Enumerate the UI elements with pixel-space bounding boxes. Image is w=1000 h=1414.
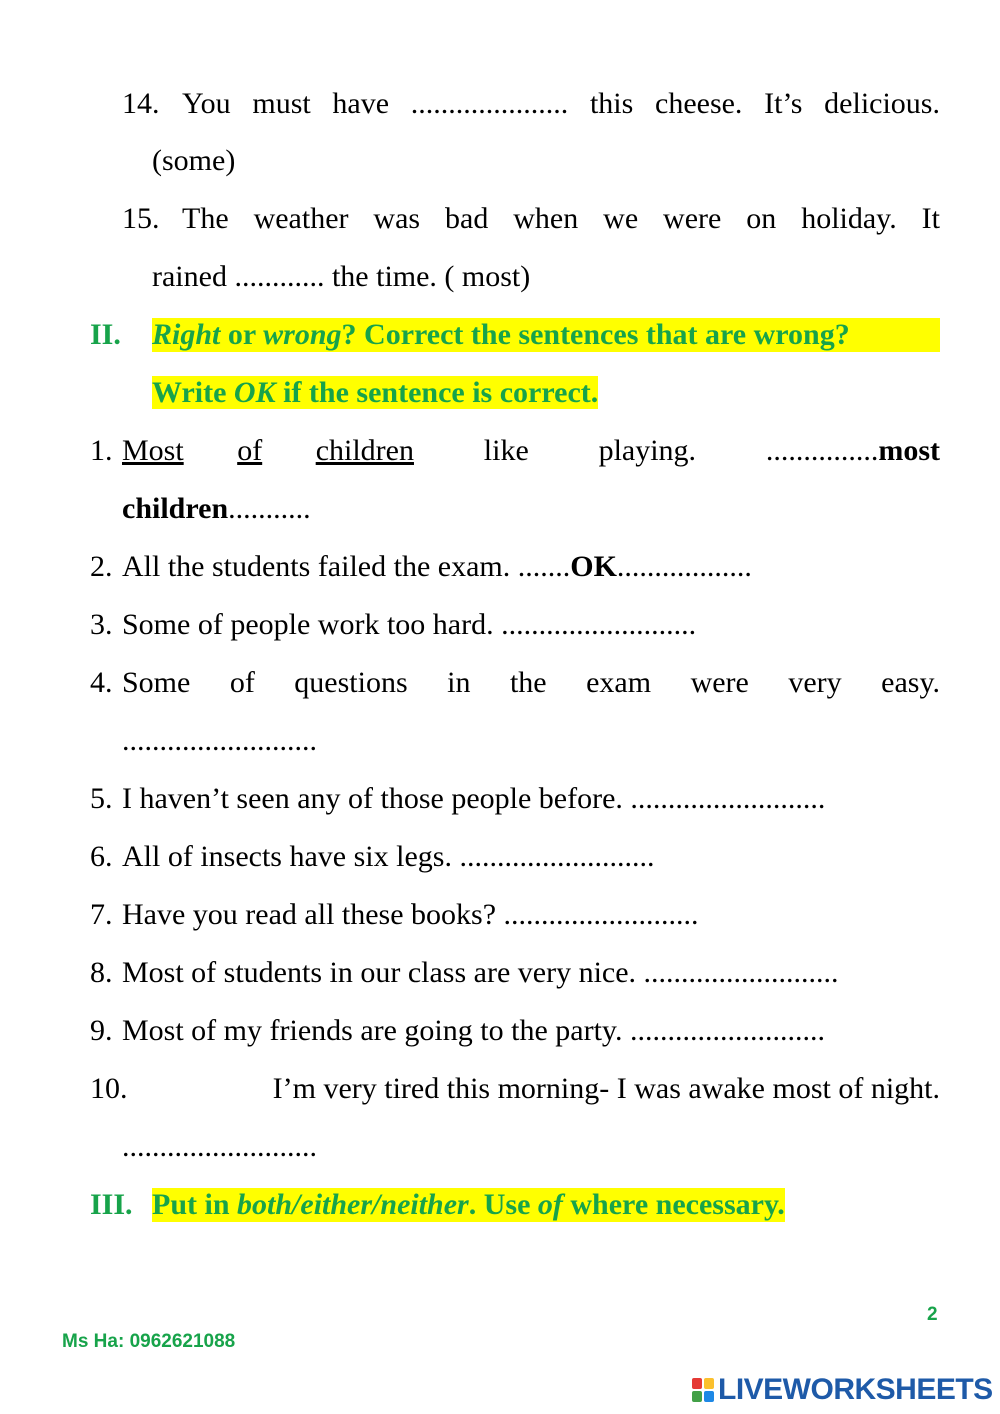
section-2-instruction — [152, 318, 940, 352]
ex2-item-1-line2 — [122, 492, 311, 526]
item-number: 3. — [90, 608, 113, 641]
instruction-rest: ? Correct the sentences that are wrong? — [341, 318, 850, 351]
ex2-item-4-dots[interactable]: .......................... — [122, 724, 317, 757]
ex2-item-1 — [90, 434, 940, 468]
word-or: or — [220, 318, 264, 351]
ex2-item-2 — [90, 550, 752, 584]
item-text[interactable]: All of insects have six legs. .......................... — [122, 840, 655, 873]
ex2-item-8 — [90, 956, 839, 990]
item-15-line1 — [122, 202, 940, 236]
instr-part: Put in — [152, 1188, 238, 1221]
item-number: 6. — [90, 840, 113, 873]
item-14-line1 — [122, 87, 940, 121]
page-number: 2 — [927, 1304, 938, 1325]
ex2-item-3 — [90, 608, 696, 642]
instruction-rest-2: if the sentence is correct. — [275, 376, 599, 409]
underlined-phrase: Most of children — [122, 434, 414, 467]
section-2-instruction-2 — [152, 376, 598, 409]
instr-part: . Use — [468, 1188, 538, 1221]
word-wrong: wrong — [263, 318, 342, 351]
teacher-contact: Ms Ha: 0962621088 — [62, 1331, 236, 1352]
item-15-line2: rained ............ the time. ( most) — [152, 260, 531, 293]
ex2-item-4 — [90, 666, 940, 700]
section-2-heading-line1 — [90, 318, 940, 352]
answer-field[interactable]: ...............most — [765, 434, 940, 467]
item-text: I’m very tired this morning- I was awake most of night. — [272, 1072, 940, 1105]
section-3-instruction — [152, 1188, 785, 1222]
word-like: like — [483, 434, 529, 467]
section-number: III. — [90, 1188, 133, 1221]
brand-name: LIVEWORKSHEETS — [718, 1373, 993, 1406]
item-number: 9. — [90, 1014, 113, 1047]
item-number: 1. — [90, 434, 113, 467]
ex2-item-9 — [90, 1014, 825, 1048]
liveworksheets-logo-icon — [692, 1378, 714, 1402]
item-number: 14. — [122, 87, 160, 120]
item-14-line2: (some) — [152, 144, 236, 177]
item-text: The weather was bad when we were on holiday. It — [182, 202, 940, 235]
item-text[interactable]: I haven’t seen any of those people before. .......................... — [122, 782, 826, 815]
answer-text: children — [122, 492, 229, 525]
liveworksheets-brand[interactable] — [692, 1373, 993, 1407]
word-write: Write — [152, 376, 234, 409]
item-text: Some of questions in the exam were very easy. — [122, 666, 940, 699]
item-number: 10. — [90, 1072, 128, 1105]
ex2-item-10-dots[interactable]: .......................... — [122, 1130, 317, 1163]
item-number: 8. — [90, 956, 113, 989]
item-text: All the students failed the exam. ....... — [122, 550, 571, 583]
answer-dots: ........... — [228, 492, 311, 525]
word-playing: playing. — [598, 434, 697, 467]
item-number: 15. — [122, 202, 160, 235]
item-text: You must have ..................... this cheese. It’s delicious. — [182, 87, 940, 120]
word-right: Right — [152, 318, 221, 351]
item-text[interactable]: Have you read all these books? .......................... — [122, 898, 699, 931]
ex2-item-6 — [90, 840, 654, 874]
ex2-item-5 — [90, 782, 825, 816]
item-number: 2. — [90, 550, 113, 583]
item-number: 5. — [90, 782, 113, 815]
section-number: II. — [90, 318, 121, 351]
word-ok: OK — [233, 376, 276, 409]
item-number: 4. — [90, 666, 113, 699]
item-number: 7. — [90, 898, 113, 931]
section-2-heading-line2 — [152, 376, 598, 410]
item-text[interactable]: Most of students in our class are very nice. .......................... — [122, 956, 839, 989]
item-text[interactable]: Some of people work too hard. .......................... — [122, 608, 697, 641]
ex2-item-10 — [90, 1072, 940, 1106]
answer-dots[interactable]: .................. — [616, 550, 752, 583]
ex2-item-7 — [90, 898, 699, 932]
instr-part: where necessary. — [562, 1188, 785, 1221]
item-text[interactable]: Most of my friends are going to the party. .......................... — [122, 1014, 825, 1047]
answer-text: OK — [570, 550, 617, 583]
item-content — [122, 434, 940, 468]
instr-italic-of: of — [537, 1188, 563, 1221]
instr-italic: both/either/neither — [237, 1188, 469, 1221]
section-3-heading — [90, 1188, 785, 1222]
